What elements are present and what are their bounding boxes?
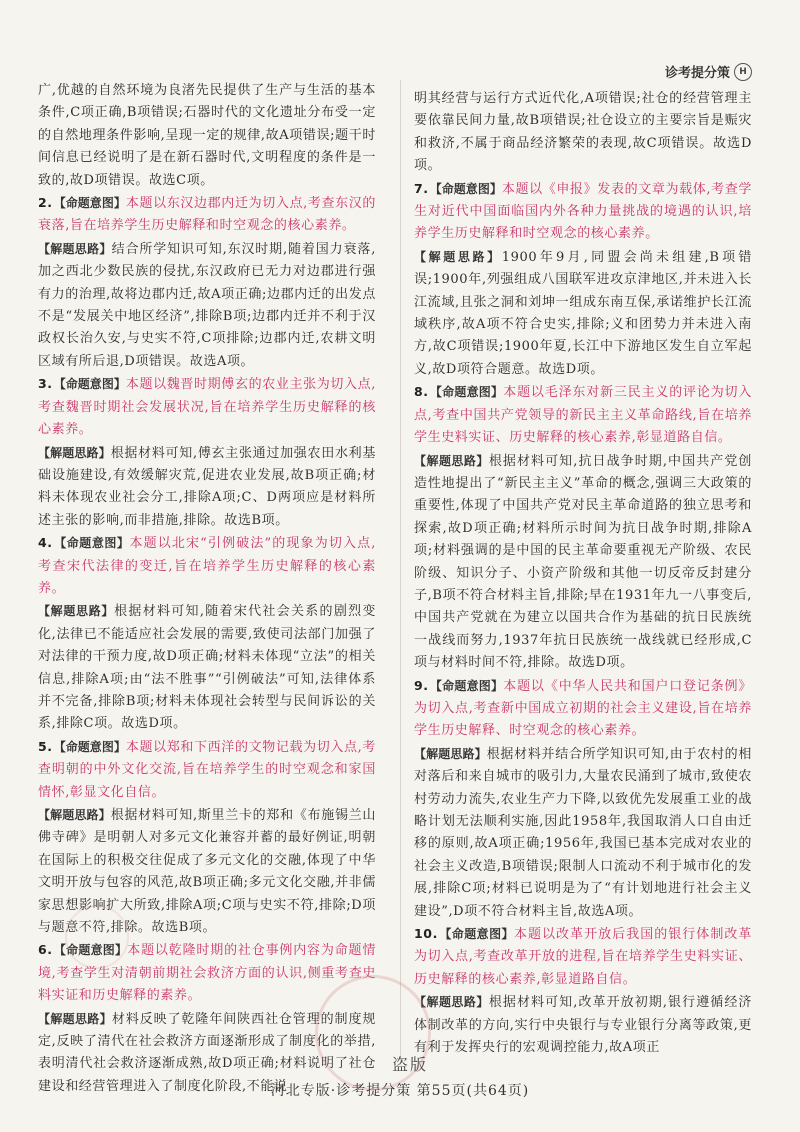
intent-label: 【命题意图】: [53, 739, 126, 754]
right-items: [414, 178, 752, 1060]
question-number: 10.: [414, 926, 438, 942]
intent-label: 【命题意图】: [429, 181, 502, 196]
idea-label: 【解题思路】: [414, 453, 489, 468]
intent-label: 【命题意图】: [438, 927, 514, 942]
stamp-text: 盗版: [392, 1055, 429, 1074]
idea-paragraph: [414, 246, 752, 381]
intent-paragraph: [38, 373, 376, 441]
question-explanation: [414, 381, 752, 674]
idea-text: 根据材料可知,傅玄主张通过加强农田水利基础设施建设,有效缓解灾荒,促进农业发展,故B项正确;材料未体现农业社会分工,排除A项;C、D两项应是材料所述主张的影响,而非措施,排除。故选B项。: [38, 445, 376, 528]
faded-stamp: [65, 905, 129, 969]
idea-label: 【解题思路】: [38, 1011, 112, 1026]
question-explanation: [414, 923, 752, 1059]
idea-label: 【解题思路】: [38, 604, 115, 619]
idea-label: 【解题思路】: [38, 445, 111, 460]
intent-label: 【命题意图】: [429, 385, 504, 400]
question-number: 8.: [414, 384, 429, 400]
intent-text: 本题以郑和下西洋的文物记载为切入点,考查明朝的中外文化交流,旨在培养学生的时空观念和家国情怀,彰显文化自信。: [38, 739, 376, 800]
question-number: 2.: [38, 195, 53, 211]
idea-label: 【解题思路】: [38, 241, 112, 256]
question-explanation: [414, 675, 752, 923]
idea-text: 根据材料可知,改革开放初期,银行遵循经济体制改革的方向,实行中央银行与专业银行分离等政策,更有利于发挥央行的宏观调控能力,故A项正: [414, 995, 752, 1056]
intent-paragraph: [38, 736, 376, 804]
intent-paragraph: [414, 923, 752, 991]
intent-text: 本题以北宋“引例破法”的现象为切入点,考查宋代法律的变迁,旨在培养学生历史解释的核心素养。: [38, 536, 376, 596]
idea-text: 根据材料可知,斯里兰卡的郑和《布施锡兰山佛寺碑》是明朝人对多元文化兼容并蓄的最好例证,明朝在国际上的积极交往促成了多元文化的交融,体现了中华文明开放与包容的风范,故B项正确;多元文化交融,并非儒家思想影响扩大所致,排除A项;C项与史实不符,排除;D项与题意不符,排除。故选B项。: [38, 808, 376, 936]
question-number: 9.: [414, 677, 429, 693]
idea-text: 根据材料可知,随着宋代社会关系的剧烈变化,法律已不能适应社会发展的需要,致使司法部门加强了对法律的干预力度,故D项正确;材料未体现“立法”的相关信息,排除A项;由“法不胜事”“引例破法”可知,法律体系并不完备,排除B项;材料未体现社会转型与民间诉讼的关系,排除C项。故选D项。: [38, 604, 376, 732]
idea-paragraph: [414, 743, 752, 923]
intent-label: 【命题意图】: [53, 943, 128, 958]
left-intro-paragraph: 广,优越的自然环境为良渚先民提供了生产与生活的基本条件,C项正确,B项错误;石器时代的文化遗址分布受一定的自然地理条件影响,呈现一定的规律,故A项错误;题干时间信息已经说明了是在新石器时代,文明程度的条件是一致的,故D项错误。故选C项。: [38, 83, 376, 188]
idea-text: 结合所学知识可知,东汉时期,随着国力衰落,加之西北少数民族的侵扰,东汉政府已无力对边郡进行强有力的治理,故将边郡内迁,故A项正确;边郡内迁的出发点不是“发展关中地区经济”,排除B项;边郡内迁并不利于汉政权长治久安,与史实不符,C项排除;边郡内迁,农耕文明区域有所后退,D项错误。故选A项。: [38, 241, 376, 369]
idea-label: 【解题思路】: [414, 995, 489, 1010]
brand-header: [665, 62, 752, 81]
idea-paragraph: [414, 991, 752, 1059]
brand-logo-icon: H: [734, 63, 752, 81]
idea-text: 根据材料并结合所学知识可知,由于农村的相对落后和来自城市的吸引力,大量农民涌到了城市,致使农村劳动力流失,农业生产力下降,以致优先发展重工业的战略计划无法顺利实施,因此1958年,我国取消人口自由迁移的原则,故A项正确;1956年,我国已基本完成对农业的社会主义改造,B项错误;限制人口流动不利于城市化的发展,排除C项;材料已说明是为了“有计划地进行社会主义建设”,D项不符合材料主旨,故选A项。: [414, 746, 752, 919]
question-number: 6.: [38, 942, 53, 958]
idea-label: 【解题思路】: [414, 249, 502, 264]
question-explanation: [38, 532, 376, 736]
intent-paragraph: [414, 381, 752, 449]
question-number: 7.: [414, 180, 429, 196]
question-explanation: [38, 192, 376, 373]
intent-paragraph: [414, 675, 752, 743]
intent-paragraph: [38, 532, 376, 600]
idea-paragraph: [38, 238, 376, 373]
idea-paragraph: [414, 450, 752, 675]
page-footer: 河北专版·诊考提分策 第55页(共64页): [270, 1083, 530, 1099]
question-explanation: [38, 373, 376, 532]
idea-text: 1900年9月,同盟会尚未组建,B项错误;1900年,列强组成八国联军进攻京津地区,并未进入长江流域,且张之洞和刘坤一组成东南互保,承诺维护长江流域秩序,故A项不符合史实,排除;义和团势力并未进入南方,故C项错误;1900年夏,长江中下游地区发生自立军起义,故D项符合题意。故选D项。: [414, 249, 752, 377]
idea-paragraph: [38, 442, 376, 533]
intent-paragraph: [38, 192, 376, 238]
right-column: [414, 88, 752, 1059]
column-divider: [400, 80, 401, 1065]
intent-text: 本题以东汉边郡内迁为切入点,考查东汉的衰落,旨在培养学生历史解释和时空观念的核心素养。: [38, 196, 376, 234]
intent-text: 本题以《申报》发表的文章为载体,考查学生对近代中国面临国内外各种力量挑战的境遇的认识,培养学生历史解释和时空观念的核心素养。: [414, 181, 752, 242]
intent-label: 【命题意图】: [53, 536, 130, 551]
intent-label: 【命题意图】: [53, 377, 126, 392]
brand-title: 诊考提分策: [664, 66, 730, 81]
idea-text: 材料反映了乾隆年间陕西社仓管理的制度规定,反映了清代在社会救济方面逐渐形成了制度化的举措,表明清代社会救济逐渐成熟,故D项正确;材料说明了社仓建设和经营管理进入了制度化阶段,不能说: [38, 1011, 376, 1094]
intent-label: 【命题意图】: [53, 196, 126, 211]
idea-text: 根据材料可知,抗日战争时期,中国共产党创造性地提出了“新民主主义”革命的概念,强调三大政策的重要性,体现了中国共产党对民主革命道路的独立思考和探索,故D项正确;材料所示时间为抗日战争时期,排除A项;材料强调的是中国的民主革命要重视无产阶级、农民阶级、知识分子、小资产阶级和其他一切反帝反封建分子,B项不符合材料主旨,排除;早在1931年九一八事变后,中国共产党就在为建立以国共合作为基础的抗日民族统一战线而努力,1937年抗日民族统一战线就已经形成,C项与材料时间不符,排除。故选D项。: [414, 453, 752, 671]
question-number: 3.: [38, 376, 53, 392]
right-intro-paragraph: 明其经营与运行方式近代化,A项错误;社仓的经营管理主要依靠民间力量,故B项错误;社仓设立的主要宗旨是赈灾和救济,不属于商品经济繁荣的表现,故C项错误。故选D项。: [414, 91, 752, 174]
intent-text: 本题以毛泽东对新三民主义的评论为切入点,考查中国共产党领导的新民主主义革命路线,旨在培养学生史料实证、历史解释的核心素养,彰显道路自信。: [414, 385, 752, 446]
intent-label: 【命题意图】: [429, 678, 504, 693]
idea-label: 【解题思路】: [38, 808, 111, 822]
question-explanation: [414, 178, 752, 382]
idea-paragraph: [38, 600, 376, 735]
intent-paragraph: [414, 178, 752, 246]
intent-text: 本题以乾隆时期的社仓事例内容为命题情境,考查学生对清朝前期社会救济方面的认识,侧重考查史料实证和历史解释的素养。: [38, 943, 376, 1004]
intent-text: 本题以魏晋时期傅玄的农业主张为切入点,考查魏晋时期社会发展状况,旨在培养学生历史解释的核心素养。: [38, 377, 376, 438]
idea-label: 【解题思路】: [414, 746, 487, 761]
intent-text: 本题以《中华人民共和国户口登记条例》为切入点,考查新中国成立初期的社会主义建设,旨在培养学生历史解释、时空观念的核心素养。: [414, 678, 752, 739]
question-number: 4.: [38, 535, 53, 551]
intent-text: 本题以改革开放后我国的银行体制改革为切入点,考查改革开放的进程,旨在培养学生史料实证、历史解释的核心素养,彰显道路自信。: [414, 927, 752, 987]
question-number: 5.: [38, 738, 53, 754]
